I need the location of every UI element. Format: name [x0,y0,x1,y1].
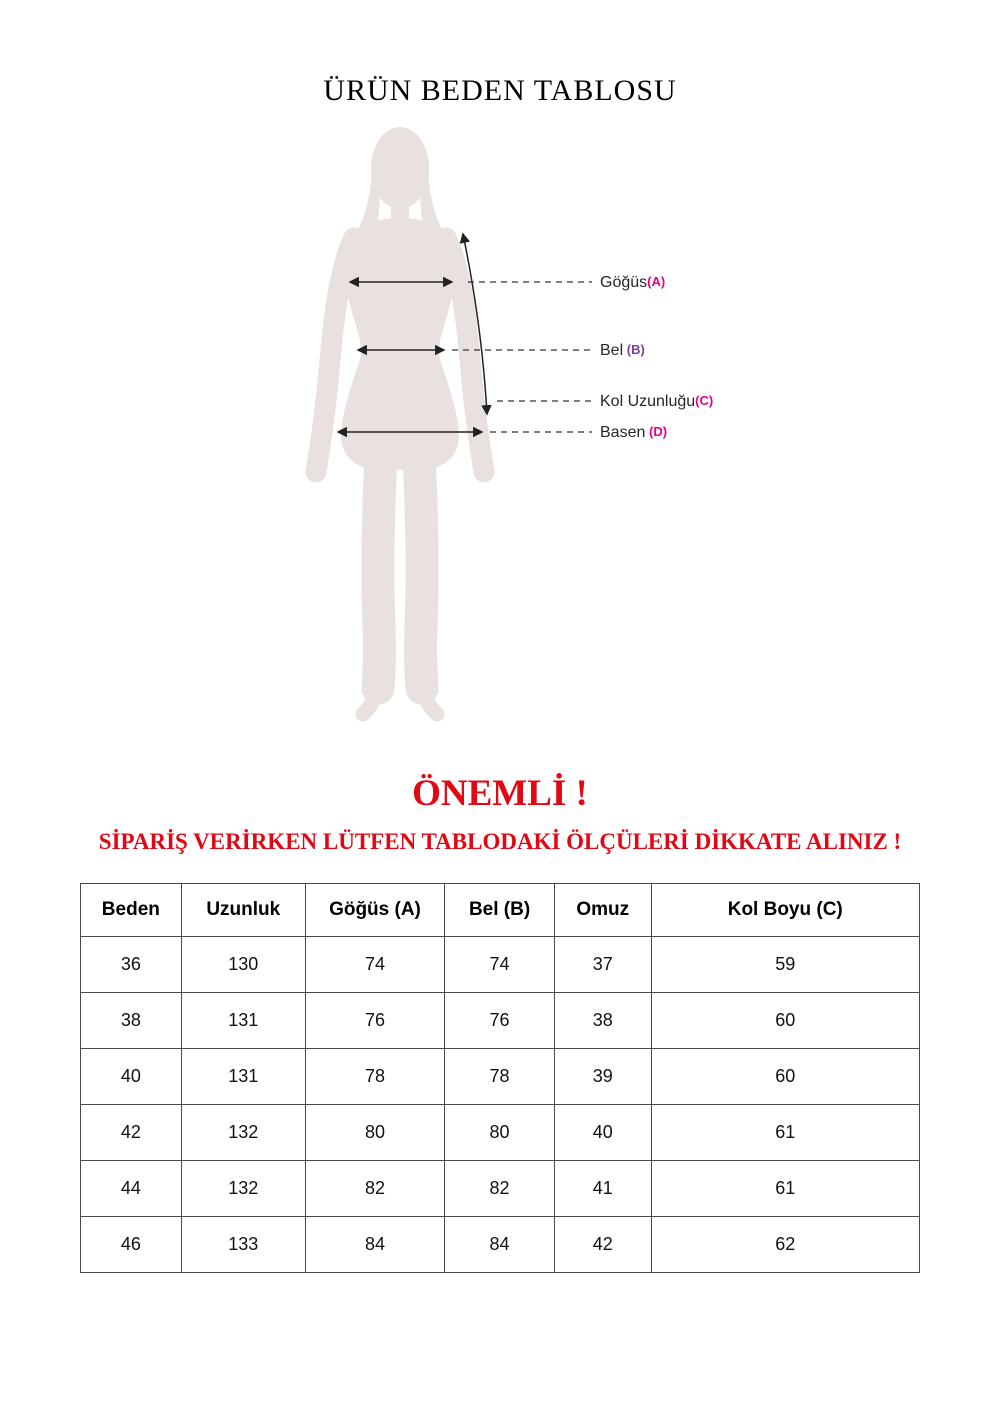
table-cell: 42 [555,1217,651,1273]
size-table [80,883,920,1273]
size-table-body [81,937,920,1273]
table-cell: 60 [651,993,920,1049]
measure-label-hips [600,421,667,444]
table-header-cell: Kol Boyu (C) [651,884,920,937]
table-cell: 74 [445,937,555,993]
measure-label-text: Kol Uzunluğu [600,393,696,410]
table-cell: 131 [181,1049,305,1105]
table-cell: 76 [305,993,444,1049]
table-cell: 42 [81,1105,182,1161]
table-cell: 130 [181,937,305,993]
table-cell: 40 [81,1049,182,1105]
measure-label-text: Basen [600,424,646,441]
table-cell: 132 [181,1161,305,1217]
table-cell: 59 [651,937,920,993]
table-cell: 38 [81,993,182,1049]
table-cell: 44 [81,1161,182,1217]
table-cell: 82 [445,1161,555,1217]
table-cell: 132 [181,1105,305,1161]
measure-label-arm-length [600,390,713,413]
important-warning-text: SİPARİŞ VERİRKEN LÜTFEN TABLODAKİ ÖLÇÜLERİ DİKKATE ALINIZ ! [98,829,902,854]
table-cell: 37 [555,937,651,993]
size-table-header [81,884,920,937]
table-cell: 82 [305,1161,444,1217]
table-header-cell: Beden [81,884,182,937]
measure-letter: (B) [623,342,645,357]
table-cell: 78 [445,1049,555,1105]
table-cell: 76 [445,993,555,1049]
table-cell: 133 [181,1217,305,1273]
table-cell: 39 [555,1049,651,1105]
table-row [81,1049,920,1105]
table-cell: 60 [651,1049,920,1105]
table-header-row [81,884,920,937]
table-cell: 62 [651,1217,920,1273]
body-silhouette-graphic [0,116,1000,736]
table-row [81,1105,920,1161]
measure-letter: (C) [695,393,714,408]
table-header-cell: Bel (B) [445,884,555,937]
table-row [81,937,920,993]
body-silhouette [316,127,484,714]
table-cell: 84 [305,1217,444,1273]
measure-label-chest [600,271,665,294]
measure-letter: (A) [647,274,666,289]
table-row [81,1161,920,1217]
table-cell: 131 [181,993,305,1049]
important-heading: ÖNEMLİ ! [412,773,588,814]
table-cell: 61 [651,1161,920,1217]
table-row [81,993,920,1049]
measure-letter: (D) [645,424,668,439]
table-header-cell: Göğüs (A) [305,884,444,937]
table-cell: 36 [81,937,182,993]
measure-label-waist [600,339,645,362]
table-cell: 38 [555,993,651,1049]
table-cell: 74 [305,937,444,993]
table-cell: 78 [305,1049,444,1105]
table-header-cell: Uzunluk [181,884,305,937]
body-measurement-figure [0,116,1000,736]
measure-label-text: Bel [600,342,624,359]
measure-label-text: Göğüs [600,274,648,291]
table-cell: 41 [555,1161,651,1217]
table-cell: 46 [81,1217,182,1273]
table-cell: 61 [651,1105,920,1161]
table-cell: 80 [445,1105,555,1161]
table-header-cell: Omuz [555,884,651,937]
table-cell: 40 [555,1105,651,1161]
table-cell: 80 [305,1105,444,1161]
table-row [81,1217,920,1273]
table-cell: 84 [445,1217,555,1273]
page-title: ÜRÜN BEDEN TABLOSU [323,74,677,107]
